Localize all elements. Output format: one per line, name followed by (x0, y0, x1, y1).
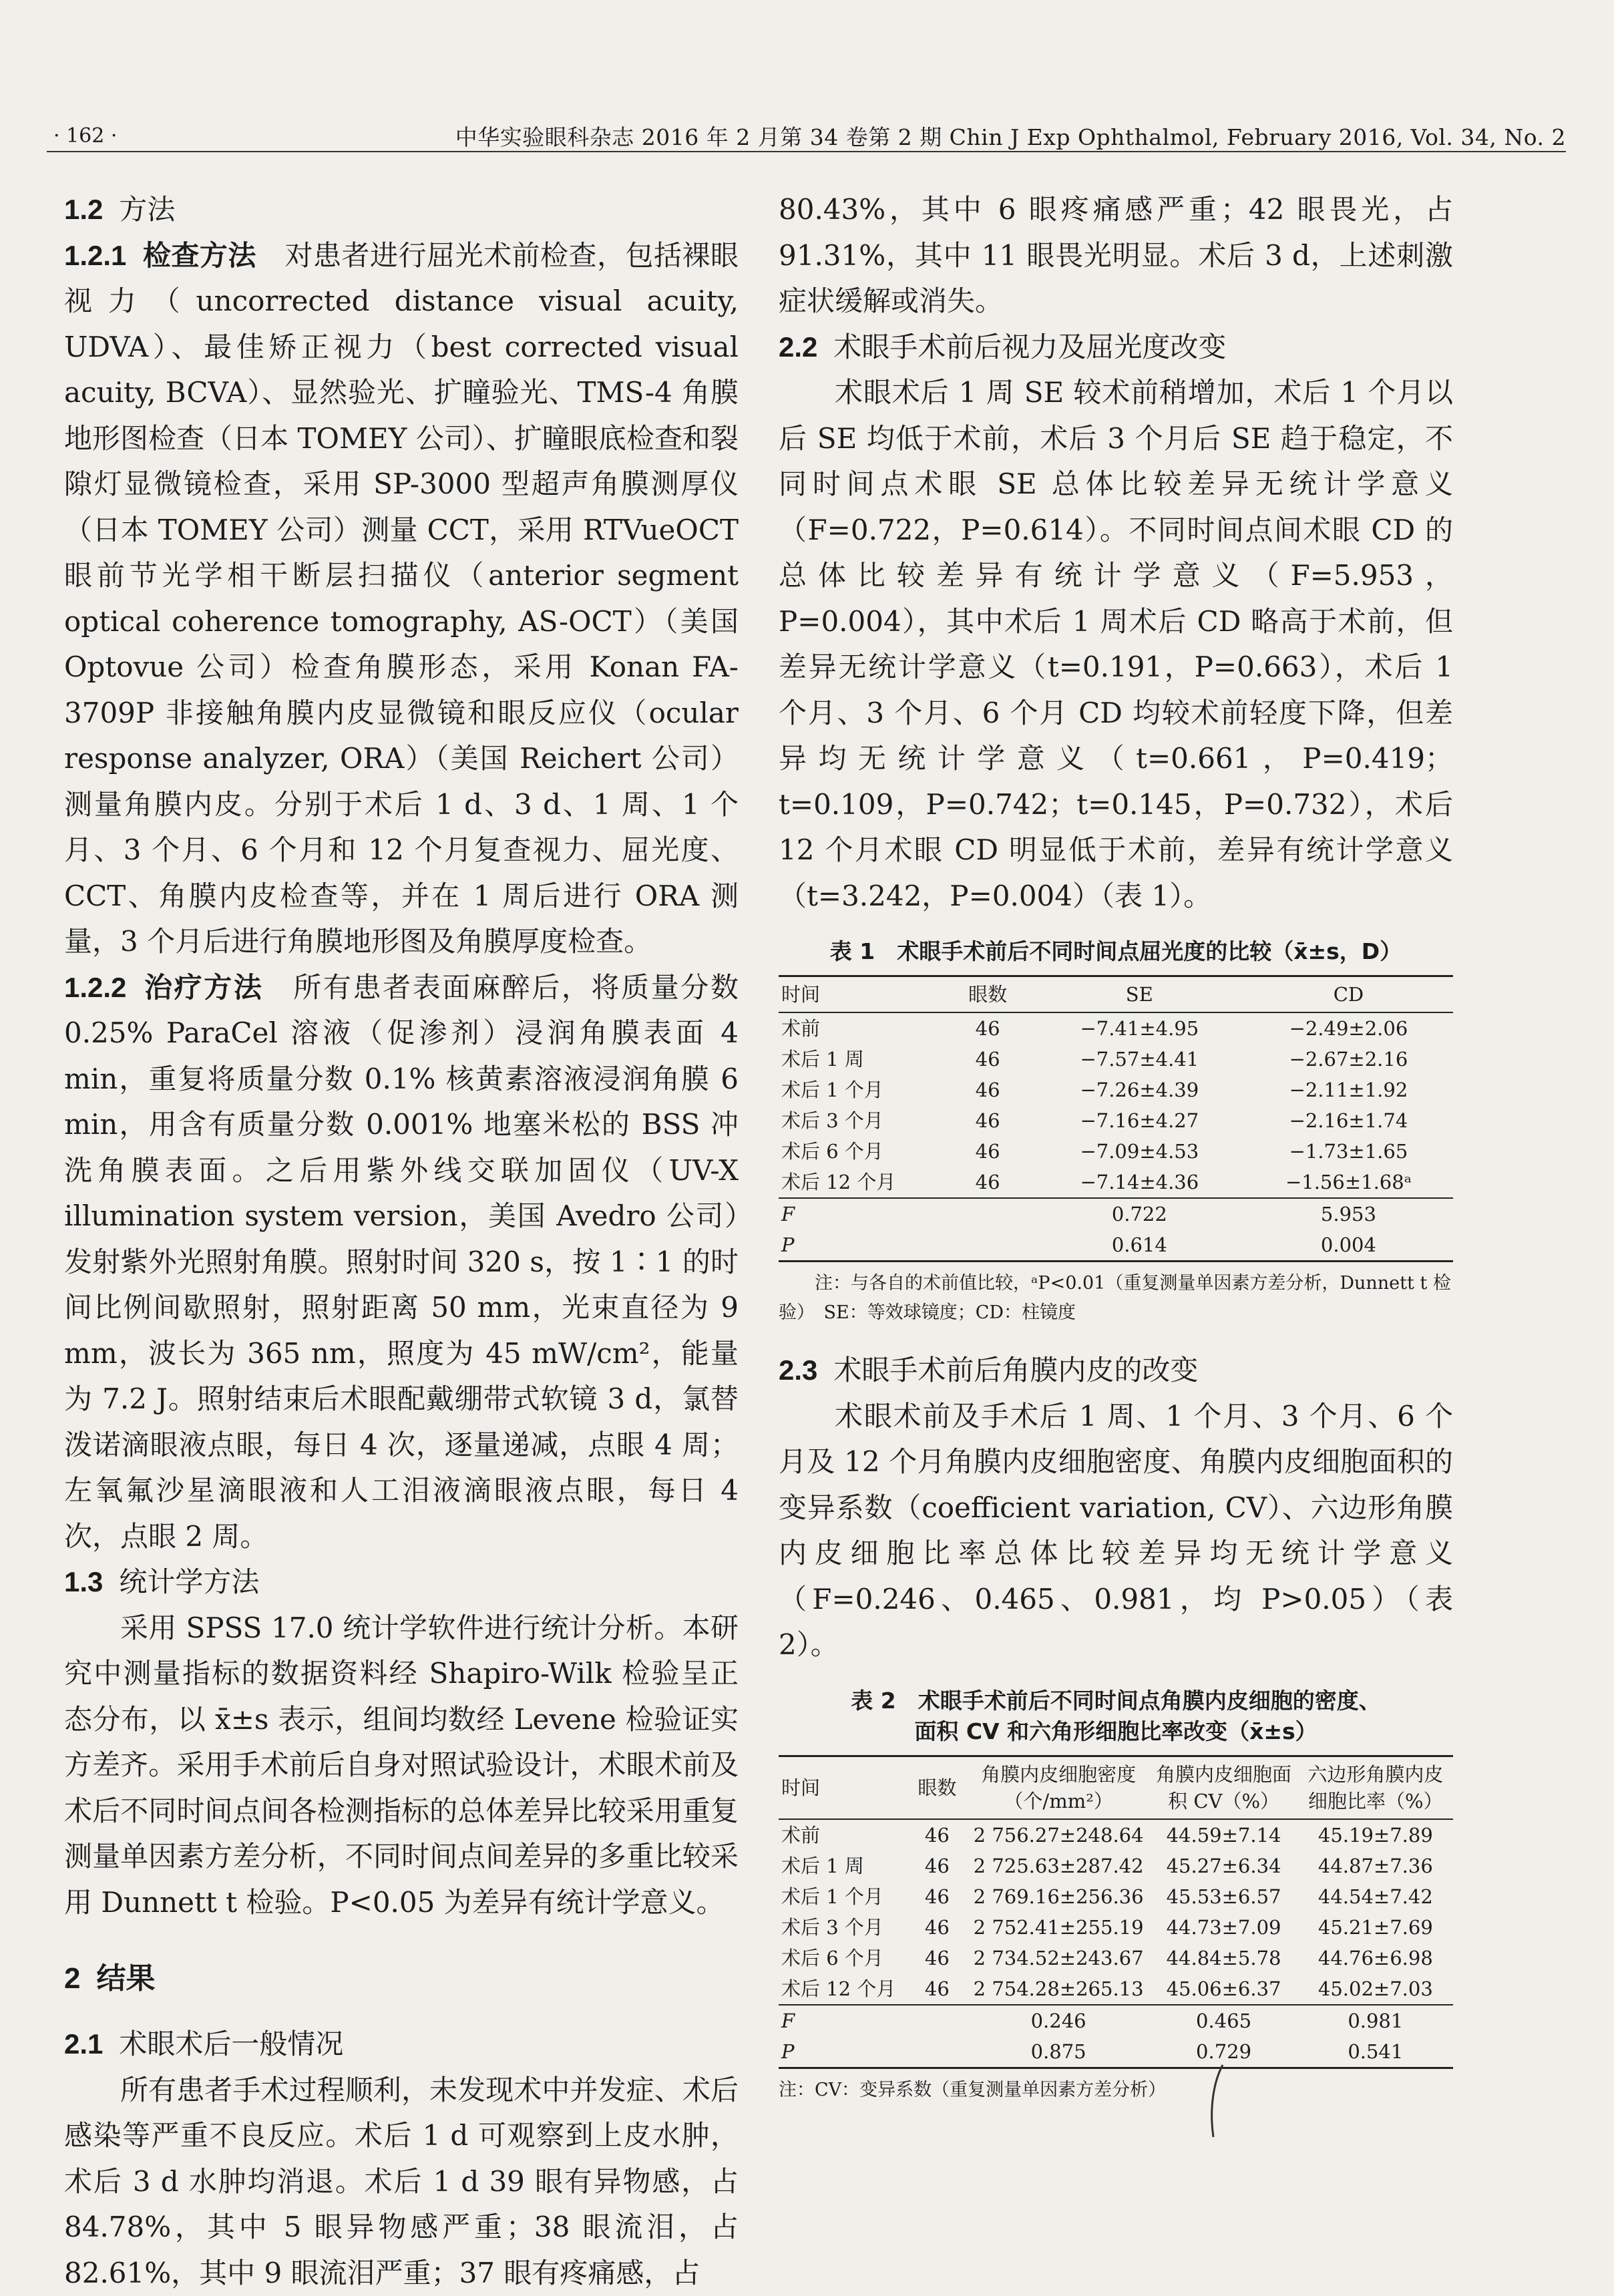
table-1 (779, 975, 1453, 1262)
table-cell: −7.14±4.36 (1035, 1167, 1244, 1198)
table-row (779, 1851, 1453, 1881)
table-row (779, 1075, 1453, 1105)
table-header-cell: 眼数 (907, 1756, 968, 1819)
table-cell: 46 (907, 1912, 968, 1943)
table-cell: 0.541 (1298, 2036, 1453, 2068)
table-cell: 44.54±7.42 (1298, 1881, 1453, 1912)
section-1-2-2-paragraph: 1.2.2 治疗方法 所有患者表面麻醉后，将质量分数 0.25% ParaCel 溶液（促渗剂）浸润角膜表面 4 min，重复将质量分数 0.1% 核黄素溶液浸润角膜 6 min，用含有质量分数 0.001% 地塞米松的 BSS 冲洗角膜表面。之后用紫外线交联加固仪（UV-X illumination system version，美国 Avedro 公司）发射紫外光照射角膜。照射时间 320 s，按 1∶1 的时间比例间歇照射，照射距离 50 mm，光束直径为 9 mm，波长为 365 nm，照度为 45 mW/cm²，能量为 7.2 J。照射结束后术眼配戴绷带式软镜 3 d，氯替泼诺滴眼液点眼，每日 4 次，逐量递减，点眼 4 周；左氧氟沙星滴眼液和人工泪液滴眼液点眼，每日 4 次，点眼 2 周。 (64, 965, 739, 1560)
table-header-cell: 眼数 (940, 976, 1034, 1013)
handwritten-pen-mark (1204, 2062, 1231, 2142)
table-row (779, 1012, 1453, 1044)
table-cell: 0.614 (1035, 1229, 1244, 1262)
table-cell: 术后 6 个月 (779, 1943, 907, 1973)
table-1-note: 注：与各自的术前值比较，ᵃP<0.01（重复测量单因素方差分析，Dunnett t 检验） SE：等效球镜度；CD：柱镜度 (779, 1269, 1453, 1328)
table-header-cell: 时间 (779, 976, 940, 1013)
table-cell: 46 (940, 1075, 1034, 1105)
table-cell: 2 756.27±248.64 (968, 1819, 1150, 1851)
table-cell: 46 (907, 1881, 968, 1912)
table-cell: 术后 12 个月 (779, 1167, 940, 1198)
table-cell: 46 (907, 1819, 968, 1851)
table-cell: −7.09±4.53 (1035, 1136, 1244, 1167)
table-cell: 44.76±6.98 (1298, 1943, 1453, 1973)
table-2-header-row (779, 1756, 1453, 1819)
table-cell: 0.465 (1149, 2005, 1297, 2036)
table-cell: −7.57±4.41 (1035, 1044, 1244, 1075)
table-cell: 44.73±7.09 (1149, 1912, 1297, 1943)
table-cell: 46 (940, 1044, 1034, 1075)
table-cell (940, 1198, 1034, 1229)
table-cell: 45.02±7.03 (1298, 1973, 1453, 2005)
journal-citation: 中华实验眼科杂志 2016 年 2 月第 34 卷第 2 期 Chin J Exp Ophthalmol, February 2016, Vol. 34, No. 2 (455, 120, 1566, 152)
table-cell: 0.981 (1298, 2005, 1453, 2036)
table-header-cell: SE (1035, 976, 1244, 1013)
table-cell: 46 (907, 1973, 968, 2005)
table-cell: 0.004 (1244, 1229, 1453, 1262)
table-cell: 45.27±6.34 (1149, 1851, 1297, 1881)
table-cell: −7.41±4.95 (1035, 1012, 1244, 1044)
table-row (779, 1105, 1453, 1136)
table-cell: F (779, 1198, 940, 1229)
table-cell: −7.26±4.39 (1035, 1075, 1244, 1105)
table-cell: −2.11±1.92 (1244, 1075, 1453, 1105)
table-cell: 46 (940, 1136, 1034, 1167)
table-row (779, 1198, 1453, 1229)
table-2-caption: 表 2 术眼手术前后不同时间点角膜内皮细胞的密度、 面积 CV 和六角形细胞比率改变（x̄±s） (779, 1686, 1453, 1747)
section-2-3-heading: 2.3 术眼手术前后角膜内皮的改变 (779, 1348, 1453, 1394)
section-2-1-continued: 80.43%，其中 6 眼疼痛感严重；42 眼畏光，占 91.31%，其中 11 眼畏光明显。术后 3 d，上述刺激症状缓解或消失。 (779, 187, 1453, 325)
table-header-cell: 六边形角膜内皮细胞比率（%） (1298, 1756, 1453, 1819)
table-cell: 46 (940, 1167, 1034, 1198)
table-cell (907, 2005, 968, 2036)
section-2-2-paragraph: 术眼术后 1 周 SE 较术前稍增加，术后 1 个月以后 SE 均低于术前，术后 3 个月后 SE 趋于稳定，不同时间点术眼 SE 总体比较差异无统计学意义（F=0.722，P=0.614）。不同时间点间术眼 CD 的总体比较差异有统计学意义（F=5.953，P=0.004），其中术后 1 周术后 CD 略高于术前，但差异无统计学意义（t=0.191，P=0.663），术后 1 个月、3 个月、6 个月 CD 均较术前轻度下降，但差异均无统计学意义（t=0.661，P=0.419；t=0.109，P=0.742；t=0.145，P=0.732），术后 12 个月术眼 CD 明显低于术前，差异有统计学意义（t=3.242，P=0.004）（表 1）。 (779, 370, 1453, 919)
running-header (47, 111, 1566, 152)
section-2-heading: 2 结果 (64, 1955, 739, 2003)
table-cell: F (779, 2005, 907, 2036)
right-column (779, 187, 1453, 2105)
table-cell: 2 734.52±243.67 (968, 1943, 1150, 1973)
table-cell: 0.729 (1149, 2036, 1297, 2068)
table-cell: 5.953 (1244, 1198, 1453, 1229)
table-cell: 2 754.28±265.13 (968, 1973, 1150, 2005)
table-cell: 45.53±6.57 (1149, 1881, 1297, 1912)
table-cell: P (779, 1229, 940, 1262)
table-2 (779, 1755, 1453, 2069)
table-cell: 2 725.63±287.42 (968, 1851, 1150, 1881)
table-header-cell: 时间 (779, 1756, 907, 1819)
table-cell: 术后 3 个月 (779, 1105, 940, 1136)
table-cell: −7.16±4.27 (1035, 1105, 1244, 1136)
section-1-3-heading: 1.3 统计学方法 (64, 1559, 739, 1605)
section-2-1-paragraph: 所有患者手术过程顺利，未发现术中并发症、术后感染等严重不良反应。术后 1 d 可观察到上皮水肿，术后 3 d 水肿均消退。术后 1 d 39 眼有异物感，占 84.78%，其中 5 眼异物感严重；38 眼流泪，占 82.61%，其中 9 眼流泪严重；37 眼有疼痛感，占 (64, 2068, 739, 2296)
table-cell (940, 1229, 1034, 1262)
table-cell: 0.875 (968, 2036, 1150, 2068)
table-row (779, 1973, 1453, 2005)
table-row (779, 2036, 1453, 2068)
table-cell: 术前 (779, 1819, 907, 1851)
section-2-2-heading: 2.2 术眼手术前后视力及屈光度改变 (779, 325, 1453, 371)
table-cell: 45.06±6.37 (1149, 1973, 1297, 2005)
table-cell: 45.19±7.89 (1298, 1819, 1453, 1851)
left-column (64, 187, 739, 2296)
table-cell: 术后 1 周 (779, 1851, 907, 1881)
table-cell: 45.21±7.69 (1298, 1912, 1453, 1943)
table-cell: 46 (907, 1851, 968, 1881)
table-row (779, 1167, 1453, 1198)
section-1-3-paragraph: 采用 SPSS 17.0 统计学软件进行统计分析。本研究中测量指标的数据资料经 Shapiro-Wilk 检验呈正态分布，以 x̄±s 表示，组间均数经 Levene 检验证实方差齐。采用手术前后自身对照试验设计，术眼术前及术后不同时间点间各检测指标的总体差异比较采用重复测量单因素方差分析，不同时间点间差异的多重比较采用 Dunnett t 检验。P<0.05 为差异有统计学意义。 (64, 1605, 739, 1926)
table-cell: 44.59±7.14 (1149, 1819, 1297, 1851)
table-cell: 0.722 (1035, 1198, 1244, 1229)
table-cell: 2 752.41±255.19 (968, 1912, 1150, 1943)
section-2-3-paragraph: 术眼术前及手术后 1 周、1 个月、3 个月、6 个月及 12 个月角膜内皮细胞密度、角膜内皮细胞面积的变异系数（coefficient variation, CV）、六边形角膜内皮细胞比率总体比较差异均无统计学意义（F=0.246、0.465、0.981，均 P>0.05）（表 2）。 (779, 1394, 1453, 1668)
table-cell: 46 (907, 1943, 968, 1973)
section-2-1-heading: 2.1 术眼术后一般情况 (64, 2022, 739, 2068)
table-1-caption: 表 1 术眼手术前后不同时间点屈光度的比较（x̄±s，D） (779, 936, 1453, 967)
table-cell: −2.49±2.06 (1244, 1012, 1453, 1044)
table-cell: 2 769.16±256.36 (968, 1881, 1150, 1912)
table-cell: 术后 1 个月 (779, 1075, 940, 1105)
table-cell (907, 2036, 968, 2068)
table-row (779, 1912, 1453, 1943)
table-cell: 46 (940, 1105, 1034, 1136)
table-row (779, 1136, 1453, 1167)
table-cell: 术后 1 周 (779, 1044, 940, 1075)
table-cell: P (779, 2036, 907, 2068)
page-number: · 162 · (53, 124, 117, 148)
table-cell: −2.67±2.16 (1244, 1044, 1453, 1075)
table-row (779, 1881, 1453, 1912)
table-cell: 0.246 (968, 2005, 1150, 2036)
table-1-header-row (779, 976, 1453, 1013)
table-cell: 44.87±7.36 (1298, 1851, 1453, 1881)
table-cell: 术后 6 个月 (779, 1136, 940, 1167)
table-header-cell: CD (1244, 976, 1453, 1013)
table-cell: 术后 1 个月 (779, 1881, 907, 1912)
table-cell: 术后 12 个月 (779, 1973, 907, 2005)
table-row (779, 1044, 1453, 1075)
table-row (779, 1229, 1453, 1262)
section-1-2-1-paragraph: 1.2.1 检查方法 对患者进行屈光术前检查，包括裸眼视力（uncorrected distance visual acuity, UDVA）、最佳矫正视力（best corrected visual acuity, BCVA）、显然验光、扩瞳验光、TMS-4 角膜地形图检查（日本 TOMEY 公司）、扩瞳眼底检查和裂隙灯显微镜检查，采用 SP-3000 型超声角膜测厚仪（日本 TOMEY 公司）测量 CCT，采用 RTVueOCT 眼前节光学相干断层扫描仪（anterior segment optical coherence tomography, AS-OCT）（美国 Optovue 公司）检查角膜形态，采用 Konan FA-3709P 非接触角膜内皮显微镜和眼反应仪（ocular response analyzer, ORA）（美国 Reichert 公司）测量角膜内皮。分别于术后 1 d、3 d、1 周、1 个月、3 个月、6 个月和 12 个月复查视力、屈光度、CCT、角膜内皮检查等，并在 1 周后进行 ORA 测量，3 个月后进行角膜地形图及角膜厚度检查。 (64, 233, 739, 965)
table-cell: −2.16±1.74 (1244, 1105, 1453, 1136)
table-cell: 46 (940, 1012, 1034, 1044)
table-2-note: 注：CV：变异系数（重复测量单因素方差分析） (779, 2076, 1453, 2105)
table-cell: 44.84±5.78 (1149, 1943, 1297, 1973)
table-cell: −1.73±1.65 (1244, 1136, 1453, 1167)
table-cell: 术前 (779, 1012, 940, 1044)
table-header-cell: 角膜内皮细胞面积 CV（%） (1149, 1756, 1297, 1819)
table-cell: −1.56±1.68ᵃ (1244, 1167, 1453, 1198)
table-row (779, 1943, 1453, 1973)
section-1-2-heading: 1.2 方法 (64, 187, 739, 233)
table-row (779, 1819, 1453, 1851)
table-header-cell: 角膜内皮细胞密度（个/mm²） (968, 1756, 1150, 1819)
table-row (779, 2005, 1453, 2036)
table-cell: 术后 3 个月 (779, 1912, 907, 1943)
